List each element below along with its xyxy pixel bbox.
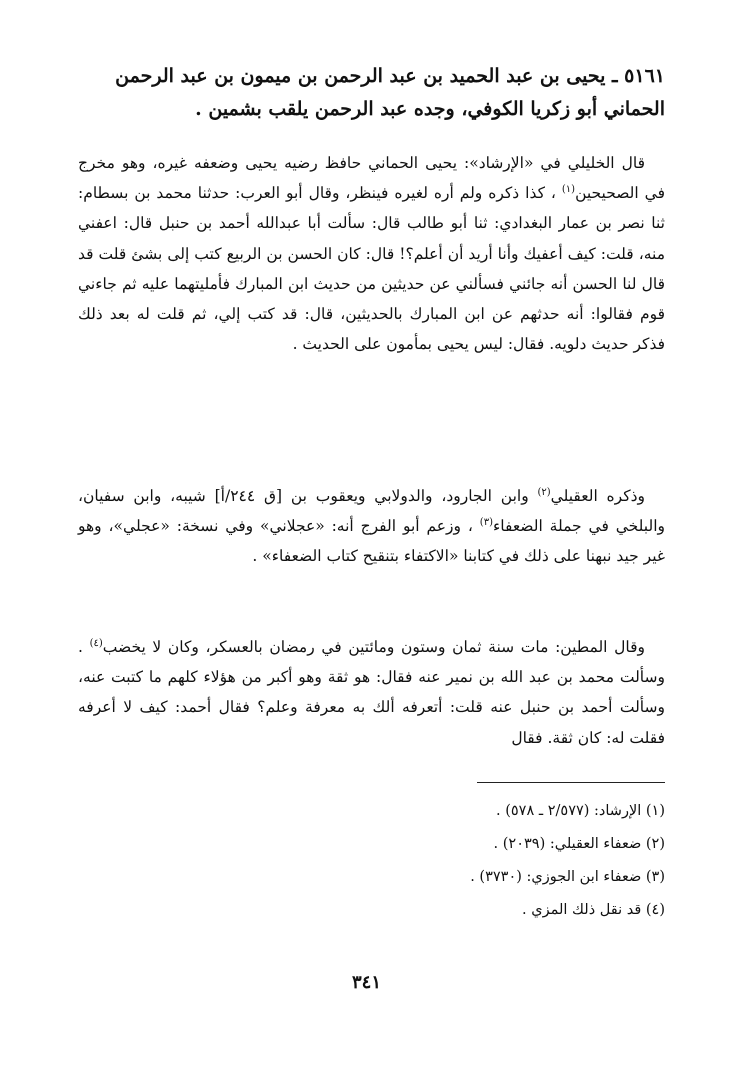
paragraph-3-text-b: . وسألت محمد بن عبد الله بن نمير عنه فقال: هو ثقة وهو أكبر من هؤلاء كلهم ما كتبت عنه، وسألت أحمد بن حنبل عنه قلت: أتعرفه ألك به معرفة وعلم؟ فقال أحمد: كيف لا أعرفه فقلت له: كان ثقة. فقال bbox=[78, 638, 665, 747]
entry-heading: ٥١٦١ ـ يحيى بن عبد الحميد بن عبد الرحمن بن ميمون بن عبد الرحمن الحماني أبو زكريا الكوفي، وجده عبد الرحمن يلقب بشمين . bbox=[115, 65, 665, 120]
footnote-ref-1[interactable]: (١) bbox=[561, 184, 576, 196]
footnote-ref-3[interactable]: (٣) bbox=[479, 517, 493, 529]
footnote-divider bbox=[477, 782, 665, 783]
paragraph-1 bbox=[78, 148, 665, 359]
footnote-ref-2[interactable]: (٢) bbox=[537, 486, 551, 498]
paragraph-2-text-c: ، وزعم أبو الفرج أنه: «عجلاني» وفي نسخة: «عجلي»، وهو غير جيد نبهنا على ذلك في كتابنا «الاكتفاء بتنقيح كتاب الضعفاء» . bbox=[78, 517, 665, 566]
paragraph-2 bbox=[78, 481, 665, 572]
paragraph-3 bbox=[78, 632, 665, 753]
footnote-4: (٤) قد نقل ذلك المزي . bbox=[522, 902, 665, 918]
footnotes-list bbox=[78, 796, 665, 928]
footnote-3: (٣) ضعفاء ابن الجوزي: (٣٧٣٠) . bbox=[470, 869, 665, 885]
paragraph-3-text-a: وقال المطين: مات سنة ثمان وستون ومائتين في رمضان بالعسكر، وكان لا يخضب bbox=[102, 638, 646, 656]
footnote-2: (٢) ضعفاء العقيلي: (٢٠٣٩) . bbox=[493, 836, 665, 852]
page-number: ٣٤١ bbox=[351, 972, 381, 993]
paragraph-2-text-a: وذكره العقيلي bbox=[550, 487, 645, 505]
paragraph-2-text-b: وابن الجارود، والدولابي ويعقوب بن [ق ٢٤٤/أ] شيبه، وابن سفيان، والبلخي في جملة الضعفاء bbox=[78, 487, 665, 536]
paragraph-1-text-b: ، كذا ذكره ولم أره لغيره فينظر، وقال أبو العرب: حدثنا محمد بن بسطام: ثنا نصر بن عمار البغدادي: ثنا أبو طالب قال: سألت أبا عبدالله أحمد بن حنبل قال: اعفني منه، قلت: كيف أعفيك وأنا أريد أن أعلم؟! قال: كان الحسن بن الربيع كتب إلى بشئ قلت قد قال لنا الحسن أنه جائني فسألني عن حديثين من حديث ابن المبارك فأمليتهما عليه ثم جاءني قوم فقالوا: أنه حدثهم عن ابن المبارك بالحديثين، قال: قد كتب إلي، ثم قلت له بعد ذلك فذكر حديث دلويه. فقال: ليس يحيى بمأمون على الحديث . bbox=[78, 184, 665, 354]
paragraph-1-text-a: قال الخليلي في «الإرشاد»: يحيى الحماني حافظ رضيه يحيى وضعفه غيره، وهو مخرج في الصحيحين bbox=[78, 154, 665, 203]
footnote-ref-4[interactable]: (٤) bbox=[89, 637, 103, 649]
footnote-1: (١) الإرشاد: (٢/٥٧٧ ـ ٥٧٨) . bbox=[496, 803, 665, 819]
